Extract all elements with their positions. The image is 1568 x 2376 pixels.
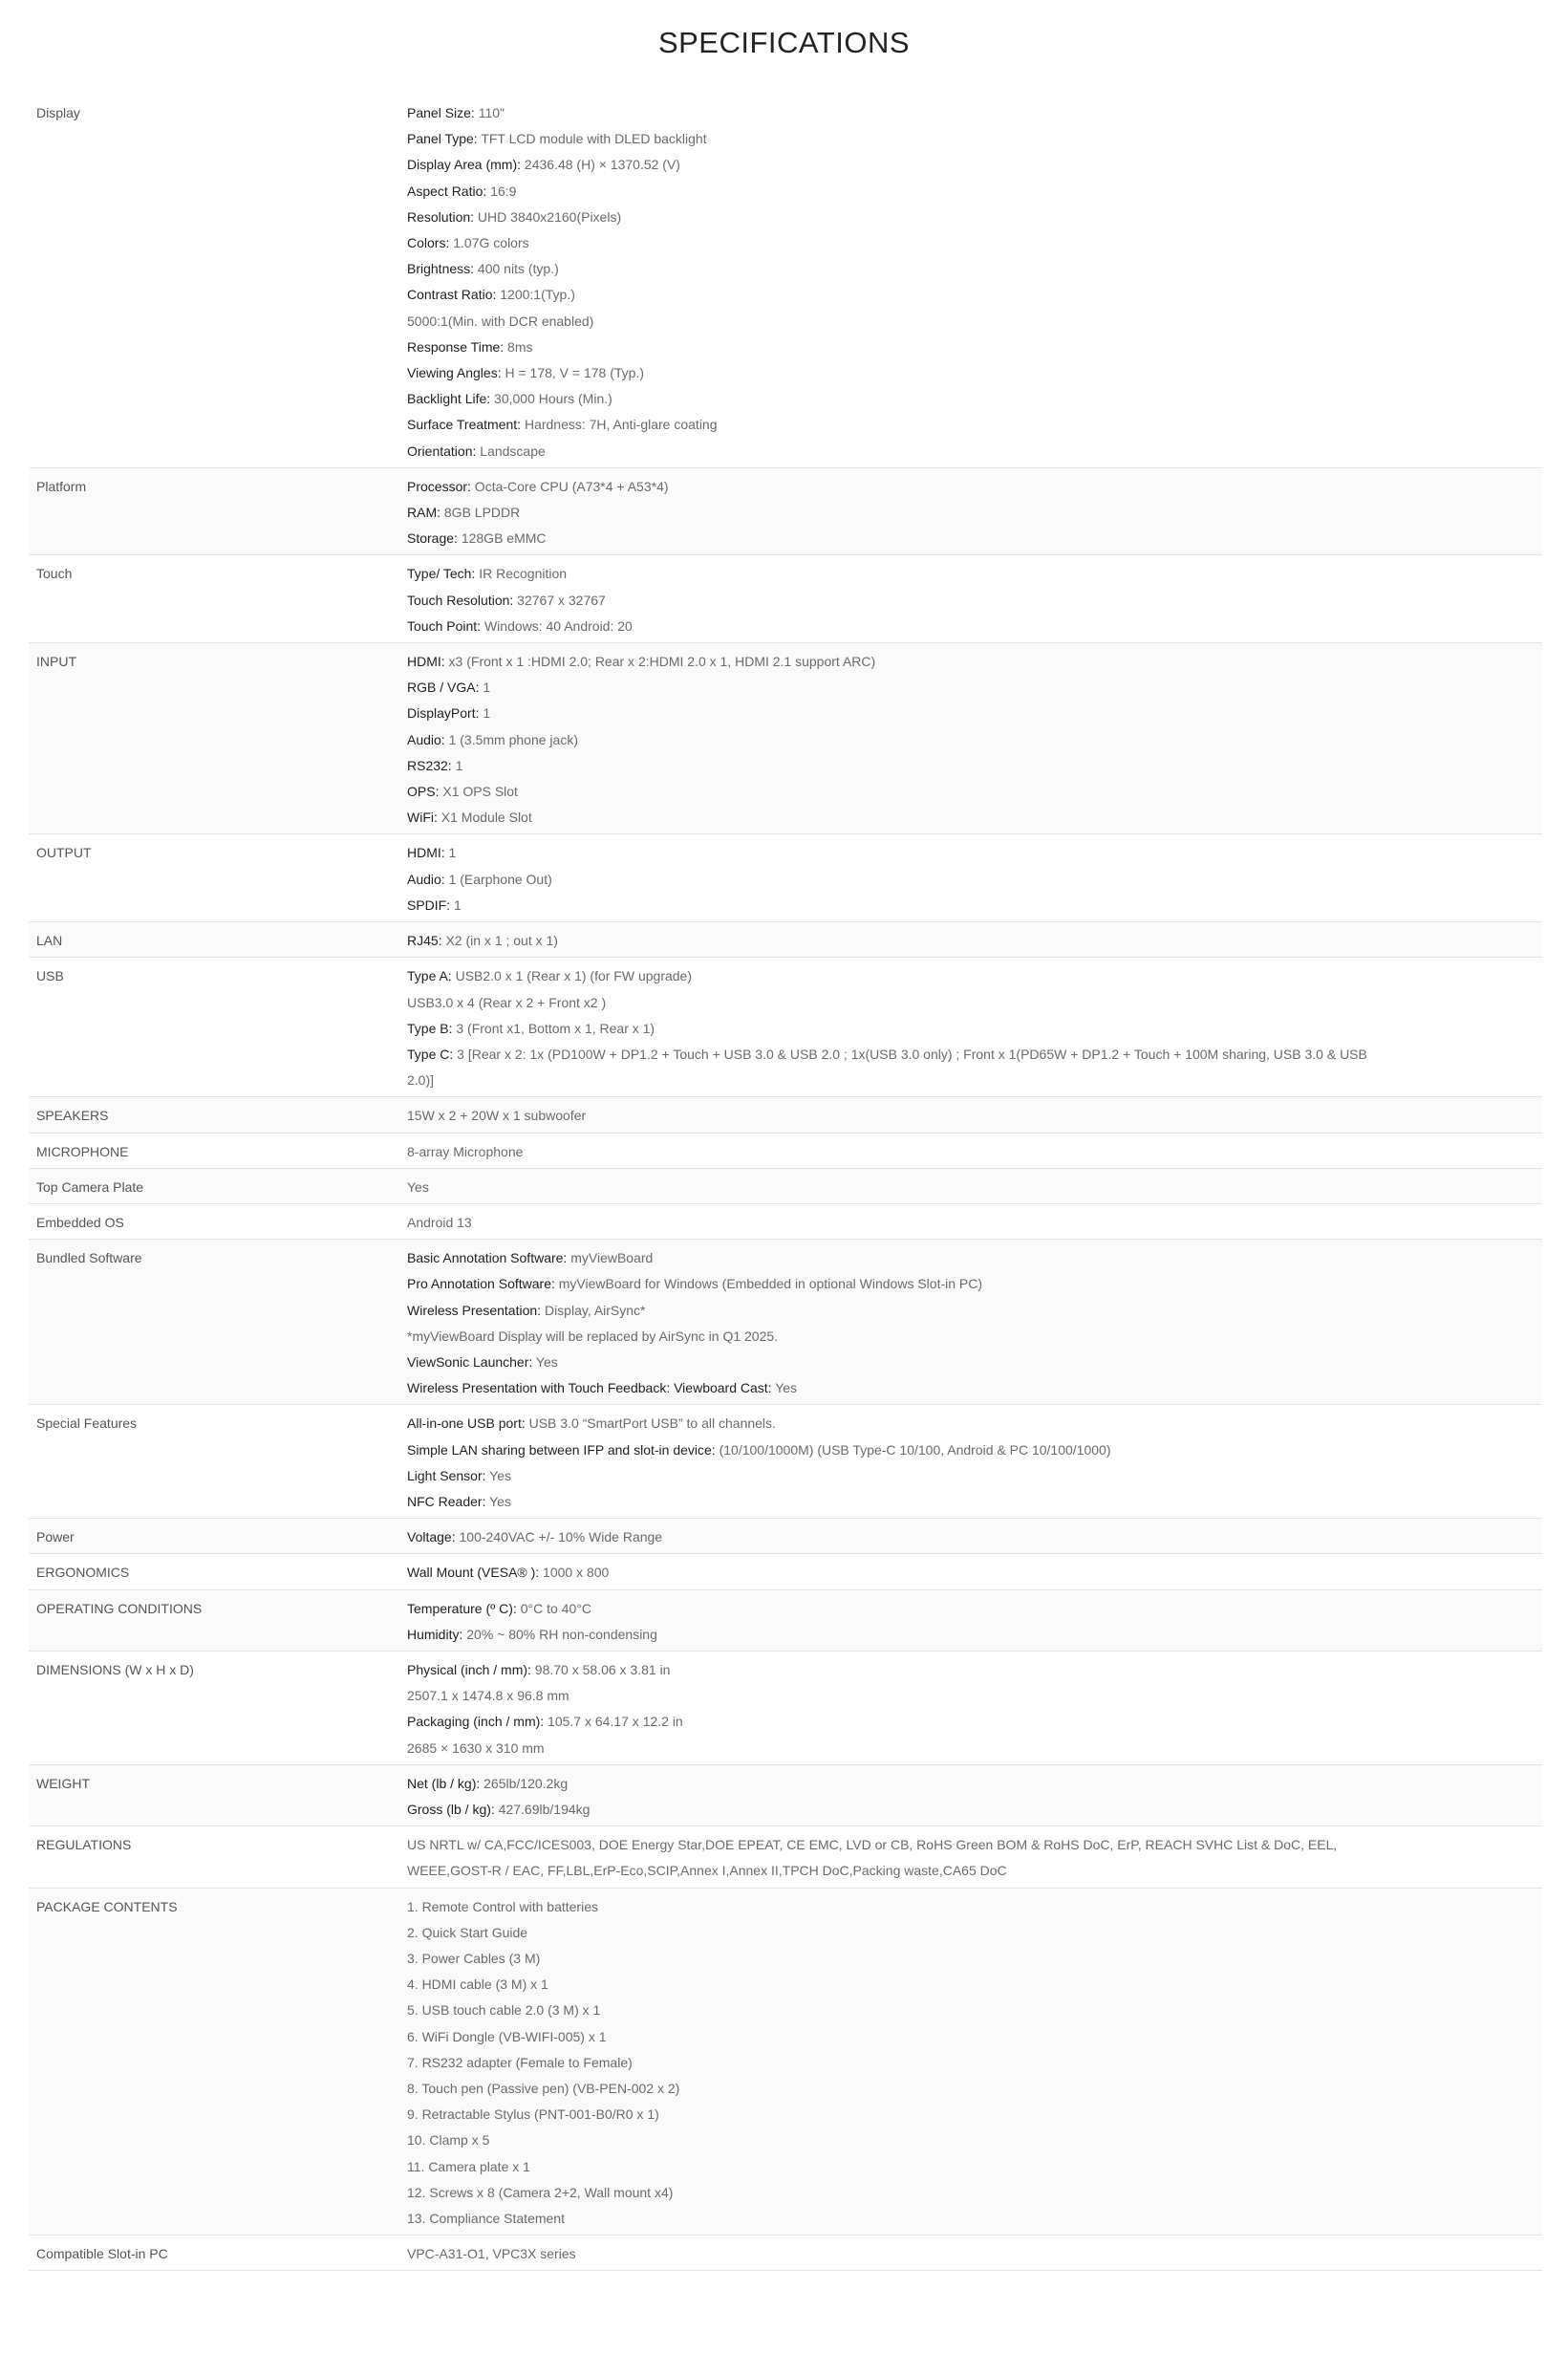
spec-line	[407, 1998, 1370, 2023]
spec-line	[407, 256, 1370, 282]
spec-line	[407, 1210, 1370, 1236]
spec-key: Surface Treatment:	[407, 417, 522, 433]
spec-row	[29, 1590, 1542, 1652]
spec-label: OPERATING CONDITIONS	[36, 1600, 203, 1616]
spec-line	[407, 1596, 1370, 1622]
spec-label: SPEAKERS	[36, 1108, 109, 1124]
spec-line	[407, 1350, 1370, 1375]
spec-key: Wall Mount (VESA® ):	[407, 1565, 540, 1581]
spec-key: Display Area (mm):	[407, 157, 522, 173]
spec-label: OUTPUT	[36, 845, 92, 861]
spec-line	[407, 360, 1370, 386]
spec-line	[407, 588, 1370, 614]
spec-line	[407, 1042, 1370, 1093]
spec-value: 15W x 2 + 20W x 1 subwoofer	[407, 1108, 587, 1124]
spec-key: OPS:	[407, 784, 440, 800]
spec-value: Display, AirSync*	[541, 1302, 646, 1318]
spec-label: Power	[36, 1529, 75, 1545]
spec-label: LAN	[36, 933, 63, 949]
spec-label: Compatible Slot-in PC	[36, 2246, 168, 2262]
spec-value: 4. HDMI cable (3 M) x 1	[407, 1976, 548, 1993]
spec-value: Yes	[485, 1493, 511, 1509]
spec-value: X2 (in x 1 ; out x 1)	[441, 933, 558, 949]
spec-key: Colors:	[407, 235, 450, 251]
spec-value: 1200:1(Typ.)	[496, 287, 575, 303]
spec-line	[407, 179, 1370, 205]
spec-label: Top Camera Plate	[36, 1178, 144, 1195]
spec-line	[407, 963, 1370, 989]
spec-key: Panel Size:	[407, 105, 475, 120]
spec-values	[407, 1771, 1542, 1823]
spec-key: Panel Type:	[407, 131, 478, 147]
spec-line	[407, 1103, 1370, 1129]
spec-line	[407, 1657, 1370, 1683]
spec-key: RJ45:	[407, 933, 442, 949]
spec-value: Windows: 40 Android: 20	[481, 617, 633, 634]
spec-row	[29, 1554, 1542, 1589]
spec-value: VPC-A31-O1, VPC3X series	[407, 2246, 576, 2262]
spec-key: Backlight Life:	[407, 391, 491, 407]
spec-key: RAM:	[407, 505, 440, 521]
spec-line	[407, 1298, 1370, 1324]
spec-value: 1	[479, 705, 491, 722]
spec-row	[29, 958, 1542, 1097]
spec-line	[407, 1245, 1370, 1271]
spec-line	[407, 805, 1370, 831]
spec-row	[29, 1240, 1542, 1405]
spec-values	[407, 840, 1542, 918]
spec-value: 11. Camera plate x 1	[407, 2158, 530, 2174]
spec-values	[407, 1103, 1542, 1129]
spec-values	[407, 928, 1542, 954]
spec-values	[407, 1524, 1542, 1550]
spec-line	[407, 2206, 1370, 2232]
spec-line	[407, 893, 1370, 918]
spec-line	[407, 526, 1370, 551]
spec-line	[407, 1894, 1370, 1920]
spec-values	[407, 1245, 1542, 1401]
spec-row	[29, 834, 1542, 922]
spec-line	[407, 779, 1370, 805]
spec-key: WiFi:	[407, 810, 438, 826]
spec-label: ERGONOMICS	[36, 1565, 130, 1581]
spec-value: 3 [Rear x 2: 1x (PD100W + DP1.2 + Touch + USB 3.0 & USB 2.0 ; 1x(USB 3.0 only) ; Front x 1(PD65W + DP1.2 + Touch + 100M sharing, USB 3.0 & USB 2.0)]	[407, 1046, 1367, 1089]
spec-values	[407, 1596, 1542, 1648]
spec-row	[29, 1134, 1542, 1169]
spec-value: H = 178, V = 178 (Typ.)	[501, 365, 645, 381]
spec-label: Display	[36, 105, 80, 120]
spec-values	[407, 1411, 1542, 1515]
spec-row	[29, 555, 1542, 643]
spec-key: SPDIF:	[407, 896, 451, 913]
spec-value: myViewBoard	[567, 1250, 654, 1266]
spec-value: 1.07G colors	[449, 235, 529, 251]
spec-line	[407, 500, 1370, 526]
spec-line	[407, 1489, 1370, 1515]
spec-value: *myViewBoard Display will be replaced by AirSync in Q1 2025.	[407, 1328, 779, 1344]
spec-key: Temperature (º C):	[407, 1600, 517, 1616]
spec-line	[407, 2024, 1370, 2050]
spec-value: 30,000 Hours (Min.)	[490, 391, 612, 407]
spec-line	[407, 753, 1370, 779]
spec-value: 20% ~ 80% RH non-condensing	[462, 1626, 657, 1642]
spec-value: myViewBoard for Windows (Embedded in optional Windows Slot-in PC)	[554, 1276, 983, 1292]
spec-key: Voltage:	[407, 1529, 456, 1545]
spec-label: Touch	[36, 566, 73, 582]
spec-value: 98.70 x 58.06 x 3.81 in	[530, 1661, 671, 1677]
spec-values	[407, 1210, 1542, 1236]
spec-value: 2507.1 x 1474.8 x 96.8 mm	[407, 1688, 569, 1704]
spec-value: 2436.48 (H) × 1370.52 (V)	[521, 157, 680, 173]
spec-value: X1 Module Slot	[437, 810, 532, 826]
spec-line	[407, 840, 1370, 866]
spec-line	[407, 1946, 1370, 1972]
spec-values	[407, 1832, 1542, 1884]
spec-line	[407, 1324, 1370, 1350]
spec-value: 427.69lb/194kg	[494, 1801, 591, 1817]
spec-key: Processor:	[407, 478, 471, 494]
spec-line	[407, 1463, 1370, 1489]
spec-value: 1 (3.5mm phone jack)	[444, 731, 578, 747]
spec-label: Special Features	[36, 1415, 138, 1432]
spec-row	[29, 1652, 1542, 1765]
spec-line	[407, 2050, 1370, 2076]
spec-line	[407, 230, 1370, 256]
spec-value: 0°C to 40°C	[516, 1600, 591, 1616]
spec-line	[407, 2154, 1370, 2180]
spec-key: Brightness:	[407, 261, 475, 277]
spec-line	[407, 1016, 1370, 1042]
spec-key: Type B:	[407, 1020, 453, 1036]
spec-value: 1	[444, 845, 457, 861]
spec-value: Android 13	[407, 1214, 472, 1230]
spec-key: Packaging (inch / mm):	[407, 1714, 545, 1730]
spec-value: 265lb/120.2kg	[480, 1775, 569, 1791]
spec-value: 6. WiFi Dongle (VB-WIFI-005) x 1	[407, 2028, 607, 2044]
spec-line	[407, 1622, 1370, 1648]
spec-key: Type/ Tech:	[407, 566, 476, 582]
spec-key: Touch Resolution:	[407, 592, 514, 608]
spec-value: 8GB LPDDR	[440, 505, 521, 521]
spec-key: Type C:	[407, 1046, 454, 1062]
spec-values	[407, 649, 1542, 831]
spec-value: USB3.0 x 4 (Rear x 2 + Front x2 )	[407, 994, 607, 1010]
spec-row	[29, 1889, 1542, 2236]
spec-key: Audio:	[407, 731, 445, 747]
spec-values	[407, 2241, 1542, 2267]
spec-value: IR Recognition	[475, 566, 568, 582]
spec-key: RGB / VGA:	[407, 680, 480, 696]
spec-value: x3 (Front x 1 :HDMI 2.0; Rear x 2:HDMI 2.0 x 1, HDMI 2.1 support ARC)	[444, 654, 876, 670]
spec-line	[407, 614, 1370, 639]
spec-key: Net (lb / kg):	[407, 1775, 481, 1791]
spec-line	[407, 1771, 1370, 1797]
spec-value: US NRTL w/ CA,FCC/ICES003, DOE Energy Star,DOE EPEAT, CE EMC, LVD or CB, RoHS Green BOM & RoHS DoC, ErP, REACH SVHC List & DoC, EEL, WEEE,GOST-R / EAC, FF,LBL,ErP-Eco,SCIP,Annex I,Annex II,TPCH DoC,Packing waste,CA65 DoC	[407, 1837, 1338, 1879]
spec-key: All-in-one USB port:	[407, 1415, 526, 1432]
spec-key: Viewing Angles:	[407, 365, 502, 381]
spec-values	[407, 1560, 1542, 1586]
spec-value: 8ms	[504, 338, 533, 355]
spec-value: 16:9	[486, 183, 517, 199]
spec-label: Embedded OS	[36, 1214, 124, 1230]
spec-value: 12. Screws x 8 (Camera 2+2, Wall mount x4)	[407, 2184, 674, 2200]
spec-values	[407, 1175, 1542, 1200]
spec-key: Response Time:	[407, 338, 505, 355]
spec-values	[407, 474, 1542, 552]
spec-line	[407, 100, 1370, 126]
spec-value: 3. Power Cables (3 M)	[407, 1951, 541, 1966]
spec-value: Yes	[532, 1353, 558, 1370]
spec-value: 1	[451, 757, 463, 773]
spec-line	[407, 1683, 1370, 1709]
spec-value: X1 OPS Slot	[439, 784, 518, 800]
spec-key: ViewSonic Launcher:	[407, 1353, 533, 1370]
spec-line	[407, 205, 1370, 230]
spec-value: 2. Quick Start Guide	[407, 1924, 528, 1940]
spec-key: RS232:	[407, 757, 452, 773]
spec-line	[407, 928, 1370, 954]
spec-key: Audio:	[407, 871, 445, 887]
spec-key: Physical (inch / mm):	[407, 1661, 531, 1677]
spec-value: Yes	[485, 1467, 511, 1483]
spec-value: Landscape	[476, 443, 546, 459]
spec-line	[407, 2241, 1370, 2267]
spec-key: Wireless Presentation:	[407, 1302, 542, 1318]
spec-values	[407, 1657, 1542, 1761]
spec-value: 5. USB touch cable 2.0 (3 M) x 1	[407, 2002, 601, 2019]
spec-line	[407, 561, 1370, 587]
spec-value: 105.7 x 64.17 x 12.2 in	[544, 1714, 683, 1730]
spec-value: TFT LCD module with DLED backlight	[477, 131, 707, 147]
spec-value: 110"	[474, 105, 505, 120]
spec-values	[407, 1894, 1542, 2233]
spec-value: 5000:1(Min. with DCR enabled)	[407, 313, 594, 329]
spec-line	[407, 126, 1370, 152]
spec-line	[407, 2128, 1370, 2153]
spec-key: Humidity:	[407, 1626, 463, 1642]
spec-label: MICROPHONE	[36, 1143, 129, 1159]
spec-value: 1000 x 800	[539, 1565, 610, 1581]
spec-value: 1 (Earphone Out)	[444, 871, 552, 887]
spec-label: Platform	[36, 478, 87, 494]
spec-values	[407, 1139, 1542, 1165]
spec-line	[407, 1411, 1370, 1436]
spec-key: Touch Point:	[407, 617, 482, 634]
spec-value: 7. RS232 adapter (Female to Female)	[407, 2054, 633, 2070]
spec-value: 10. Clamp x 5	[407, 2132, 490, 2149]
spec-line	[407, 386, 1370, 412]
spec-row	[29, 1519, 1542, 1554]
spec-line	[407, 1560, 1370, 1586]
spec-row	[29, 1826, 1542, 1888]
spec-value: Yes	[771, 1380, 798, 1396]
spec-line	[407, 675, 1370, 701]
spec-line	[407, 867, 1370, 893]
spec-values	[407, 963, 1542, 1093]
spec-line	[407, 1437, 1370, 1463]
spec-key: HDMI:	[407, 654, 445, 670]
spec-value: 8. Touch pen (Passive pen) (VB-PEN-002 x 2)	[407, 2081, 680, 2097]
spec-line	[407, 439, 1370, 464]
spec-value: Octa-Core CPU (A73*4 + A53*4)	[470, 478, 669, 494]
spec-value: 100-240VAC +/- 10% Wide Range	[455, 1529, 663, 1545]
spec-line	[407, 309, 1370, 335]
spec-value: USB2.0 x 1 (Rear x 1) (for FW upgrade)	[451, 968, 693, 984]
spec-value: 32767 x 32767	[513, 592, 606, 608]
spec-label: INPUT	[36, 654, 76, 670]
spec-key: Storage:	[407, 530, 458, 547]
spec-value: 128GB eMMC	[457, 530, 547, 547]
spec-value: 8-array Microphone	[407, 1143, 524, 1159]
spec-key: HDMI:	[407, 845, 445, 861]
spec-row	[29, 1169, 1542, 1204]
spec-line	[407, 649, 1370, 675]
spec-label: WEIGHT	[36, 1775, 90, 1791]
spec-line	[407, 2102, 1370, 2128]
spec-row	[29, 1765, 1542, 1826]
spec-key: Aspect Ratio:	[407, 183, 487, 199]
spec-key: Gross (lb / kg):	[407, 1801, 495, 1817]
spec-line	[407, 1972, 1370, 1998]
spec-row	[29, 922, 1542, 958]
spec-value: (10/100/1000M) (USB Type-C 10/100, Android & PC 10/100/1000)	[715, 1441, 1111, 1458]
spec-label: USB	[36, 968, 64, 984]
spec-row	[29, 643, 1542, 834]
spec-key: DisplayPort:	[407, 705, 480, 722]
spec-line	[407, 152, 1370, 178]
spec-line	[407, 1920, 1370, 1946]
spec-row	[29, 1405, 1542, 1519]
spec-line	[407, 1797, 1370, 1823]
spec-key: Orientation:	[407, 443, 477, 459]
spec-line	[407, 335, 1370, 360]
spec-line	[407, 1175, 1370, 1200]
spec-key: Type A:	[407, 968, 452, 984]
spec-key: NFC Reader:	[407, 1493, 486, 1509]
spec-value: 2685 × 1630 x 310 mm	[407, 1739, 545, 1756]
spec-line	[407, 1709, 1370, 1735]
spec-key: Simple LAN sharing between IFP and slot-in device:	[407, 1441, 716, 1458]
spec-value: 400 nits (typ.)	[474, 261, 559, 277]
spec-row	[29, 95, 1542, 468]
spec-line	[407, 474, 1370, 500]
spec-line	[407, 1139, 1370, 1165]
spec-key: Light Sensor:	[407, 1467, 486, 1483]
spec-table	[29, 95, 1542, 2271]
spec-value: 9. Retractable Stylus (PNT-001-B0/R0 x 1)	[407, 2106, 659, 2123]
spec-row	[29, 1097, 1542, 1133]
spec-line	[407, 1524, 1370, 1550]
spec-key: Pro Annotation Software:	[407, 1276, 555, 1292]
spec-key: Wireless Presentation with Touch Feedback: Viewboard Cast:	[407, 1380, 772, 1396]
spec-row	[29, 1204, 1542, 1240]
spec-values	[407, 561, 1542, 639]
page-title: SPECIFICATIONS	[657, 26, 911, 59]
spec-label: DIMENSIONS (W x H x D)	[36, 1661, 194, 1677]
spec-key: Resolution:	[407, 208, 475, 225]
spec-line	[407, 1375, 1370, 1401]
spec-line	[407, 727, 1370, 753]
spec-key: Basic Annotation Software:	[407, 1250, 568, 1266]
spec-value: Yes	[407, 1178, 429, 1195]
spec-label: PACKAGE CONTENTS	[36, 1898, 178, 1914]
spec-line	[407, 1736, 1370, 1761]
spec-label: Bundled Software	[36, 1250, 142, 1266]
spec-value: 1. Remote Control with batteries	[407, 1898, 598, 1914]
spec-line	[407, 1832, 1370, 1884]
spec-line	[407, 2180, 1370, 2206]
spec-row	[29, 2236, 1542, 2271]
spec-value: 1	[450, 896, 462, 913]
spec-line	[407, 282, 1370, 308]
spec-line	[407, 701, 1370, 726]
spec-line	[407, 990, 1370, 1016]
spec-row	[29, 468, 1542, 556]
spec-line	[407, 412, 1370, 438]
spec-key: Contrast Ratio:	[407, 287, 497, 303]
spec-line	[407, 2076, 1370, 2102]
spec-line	[407, 1271, 1370, 1297]
spec-value: 1	[479, 680, 491, 696]
spec-label: REGULATIONS	[36, 1837, 132, 1853]
spec-value: UHD 3840x2160(Pixels)	[474, 208, 622, 225]
spec-values	[407, 100, 1542, 464]
spec-value: USB 3.0 “SmartPort USB” to all channels.	[525, 1415, 776, 1432]
spec-value: Hardness: 7H, Anti-glare coating	[521, 417, 718, 433]
spec-value: 13. Compliance Statement	[407, 2211, 565, 2227]
spec-value: 3 (Front x1, Bottom x 1, Rear x 1)	[452, 1020, 655, 1036]
